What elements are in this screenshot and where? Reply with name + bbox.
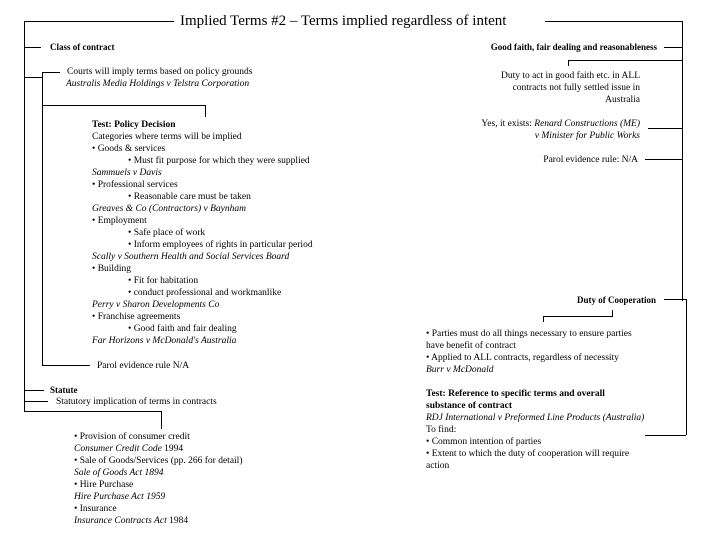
statute-item-act [74,515,242,527]
category-label: • Franchise agreements [92,312,181,322]
connector-line [545,21,682,22]
right-parol-evidence: Parol evidence rule: N/A [543,155,638,165]
left-parol-evidence: Parol evidence rule N/A [97,361,190,371]
cooperation-test-case: RDJ International v Preformed Line Products (Australia) [426,413,645,423]
cooperation-points [426,328,632,376]
statute-list [74,431,242,527]
connector-line [612,310,613,317]
to-find-label: To find: [426,425,457,435]
act-year: 1984 [166,516,189,526]
cooperation-test [426,388,644,472]
find-point: • Extent to which the duty of cooperation will require [426,449,630,459]
category-case: Greaves & Co (Contractors) v Baynham [92,204,246,214]
statute-item-label: • Provision of consumer credit [74,432,190,442]
exists-prefix: Yes, it exists: [481,119,535,129]
statute-item-act [74,491,242,503]
connector-line [42,72,60,73]
exists-case-cont: v Minister for Public Works [534,131,640,141]
category-point: • conduct professional and workmanlike [128,288,282,298]
good-faith-heading: Good faith, fair dealing and reasonableness [490,42,657,52]
connector-line [645,159,682,160]
statute-item-label: • Insurance [74,504,117,514]
category-case: Scally v Southern Health and Social Services Board [92,252,290,262]
statute-item-label: • Hire Purchase [74,480,134,490]
category-case: Sammuels v Davis [92,168,162,178]
connector-line [682,21,683,301]
find-point: • Common intention of parties [426,437,542,447]
duty-line: contracts not fully settled issue in [512,83,640,93]
cooperation-heading: Duty of Cooperation [577,295,656,305]
connector-line [42,72,43,366]
category-case: Far Horizons v McDonald's Australia [92,336,237,346]
connector-line [24,21,174,22]
connector-line [543,316,612,317]
duty-line: Duty to act in good faith etc. in ALL [500,71,640,81]
policy-test-intro: Categories where terms will be implied [92,132,242,142]
act-name: Consumer Credit Code [74,444,162,454]
connector-line [543,316,544,322]
connector-line [161,411,162,429]
connector-line [24,47,41,48]
courts-policy-case: Australis Media Holdings v Telstra Corporation [66,79,250,89]
connector-line [24,411,161,412]
cooperation-test-heading-cont: substance of contract [426,401,513,411]
statute-item-label: • Sale of Goods/Services (pp. 266 for detail) [74,456,243,466]
category-label: • Building [92,264,131,274]
cooperation-point: • Parties must do all things necessary to ensure parties [426,329,632,339]
class-of-contract-heading: Class of contract [50,42,115,52]
cooperation-point: • Applied to ALL contracts, regardless of necessity [426,353,619,363]
act-name: Insurance Contracts Act [74,516,167,526]
connector-line [24,401,48,402]
category-point: • Safe place of work [128,228,206,238]
connector-line [42,365,90,366]
cooperation-test-heading: Test: Reference to specific terms and overall [426,389,605,399]
duty-line: Australia [605,95,640,105]
category-point: • Reasonable care must be taken [128,192,251,202]
good-faith-duty [501,70,640,106]
connector-line [205,105,206,117]
act-name: Sale of Goods Act 1894 [74,468,164,478]
connector-line [42,105,205,106]
policy-test-heading: Test: Policy Decision [92,120,176,130]
act-year: 1994 [161,444,184,454]
courts-policy-text: Courts will imply terms based on policy grounds [67,67,253,77]
find-point: action [426,461,450,471]
statute-heading: Statute [50,385,78,395]
category-label: • Employment [92,216,147,226]
page-title: Implied Terms #2 – Terms implied regardless of intent [180,13,507,29]
statute-item-act [74,467,242,479]
category-point: • Inform employees of rights in particular period [128,240,313,250]
connector-line [645,435,686,436]
connector-line [686,299,687,435]
good-faith-exists [481,118,640,142]
cooperation-point: have benefit of contract [426,341,516,351]
connector-line [664,47,682,48]
category-point: • Fit for habitation [128,276,199,286]
connector-line [568,60,569,66]
category-case: Perry v Sharon Developments Co [92,300,220,310]
cooperation-case: Burr v McDonald [426,365,494,375]
connector-line [24,390,44,391]
category-point: • Must fit purpose for which they were supplied [128,156,310,166]
exists-case: Renard Constructions (ME) [534,119,640,129]
connector-line [648,128,682,129]
policy-test-block [92,119,313,347]
category-label: • Professional services [92,180,178,190]
statute-item-act [74,443,242,455]
act-name: Hire Purchase Act 1959 [74,492,166,502]
connector-line [24,21,25,411]
connector-line [664,299,686,300]
connector-line [568,60,682,61]
connector-line [24,77,42,78]
statutory-implication-text: Statutory implication of terms in contracts [56,397,217,407]
category-point: • Good faith and fair dealing [128,324,237,334]
category-label: • Goods & services [92,144,166,154]
